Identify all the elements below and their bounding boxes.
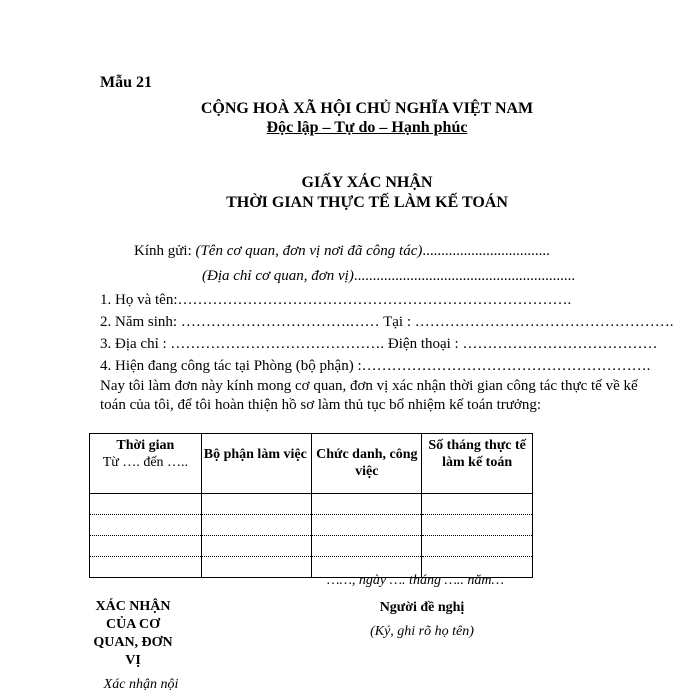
document-title: GIẤY XÁC NHẬN: [301, 174, 433, 191]
phone-input[interactable]: …………………………………: [462, 336, 658, 352]
request-paragraph: Nay tôi làm đơn này kính mong cơ quan, đơn vị xác nhận thời gian công tác thực tế về kế toán của tôi, để tôi hoàn thiện hồ sơ làm thủ tục bổ nhiệm kế toán trưởng:: [100, 378, 638, 413]
proposer-title: Người đề nghị: [379, 600, 465, 615]
table-cell[interactable]: [422, 494, 533, 515]
col-position-header: Chức danh, công việc: [312, 434, 422, 494]
birth-place-input[interactable]: …………………………………………….: [414, 314, 674, 330]
department-label: 4. Hiện đang công tác tại Phòng (bộ phận) :: [100, 358, 362, 374]
field-birth: [100, 314, 673, 331]
proposer-signature-hint: (Ký, ghi rõ họ tên): [370, 624, 474, 639]
col-period-title: Thời gian: [116, 438, 175, 453]
birth-place-label: Tại :: [383, 314, 415, 330]
col-department-header: Bộ phận làm việc: [201, 434, 312, 494]
table-cell[interactable]: [90, 557, 202, 578]
motto: [0, 119, 700, 137]
table-cell[interactable]: [422, 536, 533, 557]
confirm-title: XÁC NHẬN CỦA CƠ QUAN, ĐƠN VỊ: [93, 599, 173, 668]
table-header-row: [90, 434, 533, 494]
table-cell[interactable]: [312, 536, 422, 557]
table-cell[interactable]: [201, 536, 312, 557]
table-row: [90, 494, 533, 515]
table-cell[interactable]: [201, 494, 312, 515]
motto-text: Độc lập – Tự do – Hạnh phúc: [266, 119, 468, 136]
form-code: Mẫu 21: [100, 74, 152, 91]
addressee-org-hint: (Tên cơ quan, đơn vị nơi đã công tác): [195, 243, 423, 259]
table-cell[interactable]: [422, 515, 533, 536]
addressee-label: Kính gửi:: [134, 243, 192, 259]
nation-header: CỘNG HOÀ XÃ HỘI CHỦ NGHĨA VIỆT NAM: [200, 100, 534, 117]
birth-year-input[interactable]: …………………………….……: [180, 314, 384, 330]
field-department: [100, 358, 650, 375]
addressee-address-hint: (Địa chỉ cơ quan, đơn vị): [202, 268, 354, 284]
table-cell[interactable]: [312, 494, 422, 515]
department-input[interactable]: ………………………………………………….: [361, 358, 651, 374]
table-row: [90, 515, 533, 536]
table-cell[interactable]: [312, 515, 422, 536]
col-period-header: [90, 434, 202, 494]
table-cell[interactable]: [201, 515, 312, 536]
col-months-header: Số tháng thực tế làm kế toán: [422, 434, 533, 494]
field-full-name: [100, 292, 571, 309]
table-row: [90, 536, 533, 557]
full-name-label: 1. Họ và tên:: [100, 292, 178, 308]
addressee-org-dots[interactable]: ..................................: [422, 243, 550, 259]
confirm-subtitle: Xác nhận nội: [103, 677, 179, 692]
phone-label: Điện thoại :: [387, 336, 463, 352]
table-cell[interactable]: [201, 557, 312, 578]
field-address: [100, 336, 657, 353]
col-period-range: Từ …. đến …..: [102, 455, 189, 470]
birth-year-label: 2. Năm sinh:: [100, 314, 181, 330]
address-input[interactable]: …………………………………….: [170, 336, 388, 352]
work-history-table: [89, 433, 533, 578]
table-cell[interactable]: [90, 494, 202, 515]
addressee-address-dots[interactable]: ...........................................................: [353, 268, 576, 284]
full-name-input[interactable]: …………………………………………………………………….: [177, 292, 572, 308]
addressee-line: [134, 243, 550, 260]
address-label: 3. Địa chỉ :: [100, 336, 171, 352]
table-cell[interactable]: [90, 536, 202, 557]
addressee-address-line: [202, 268, 575, 285]
table-cell[interactable]: [90, 515, 202, 536]
date-line: ……, ngày …. tháng ….. năm…: [327, 573, 504, 588]
document-subtitle: THỜI GIAN THỰC TẾ LÀM KẾ TOÁN: [226, 194, 508, 211]
